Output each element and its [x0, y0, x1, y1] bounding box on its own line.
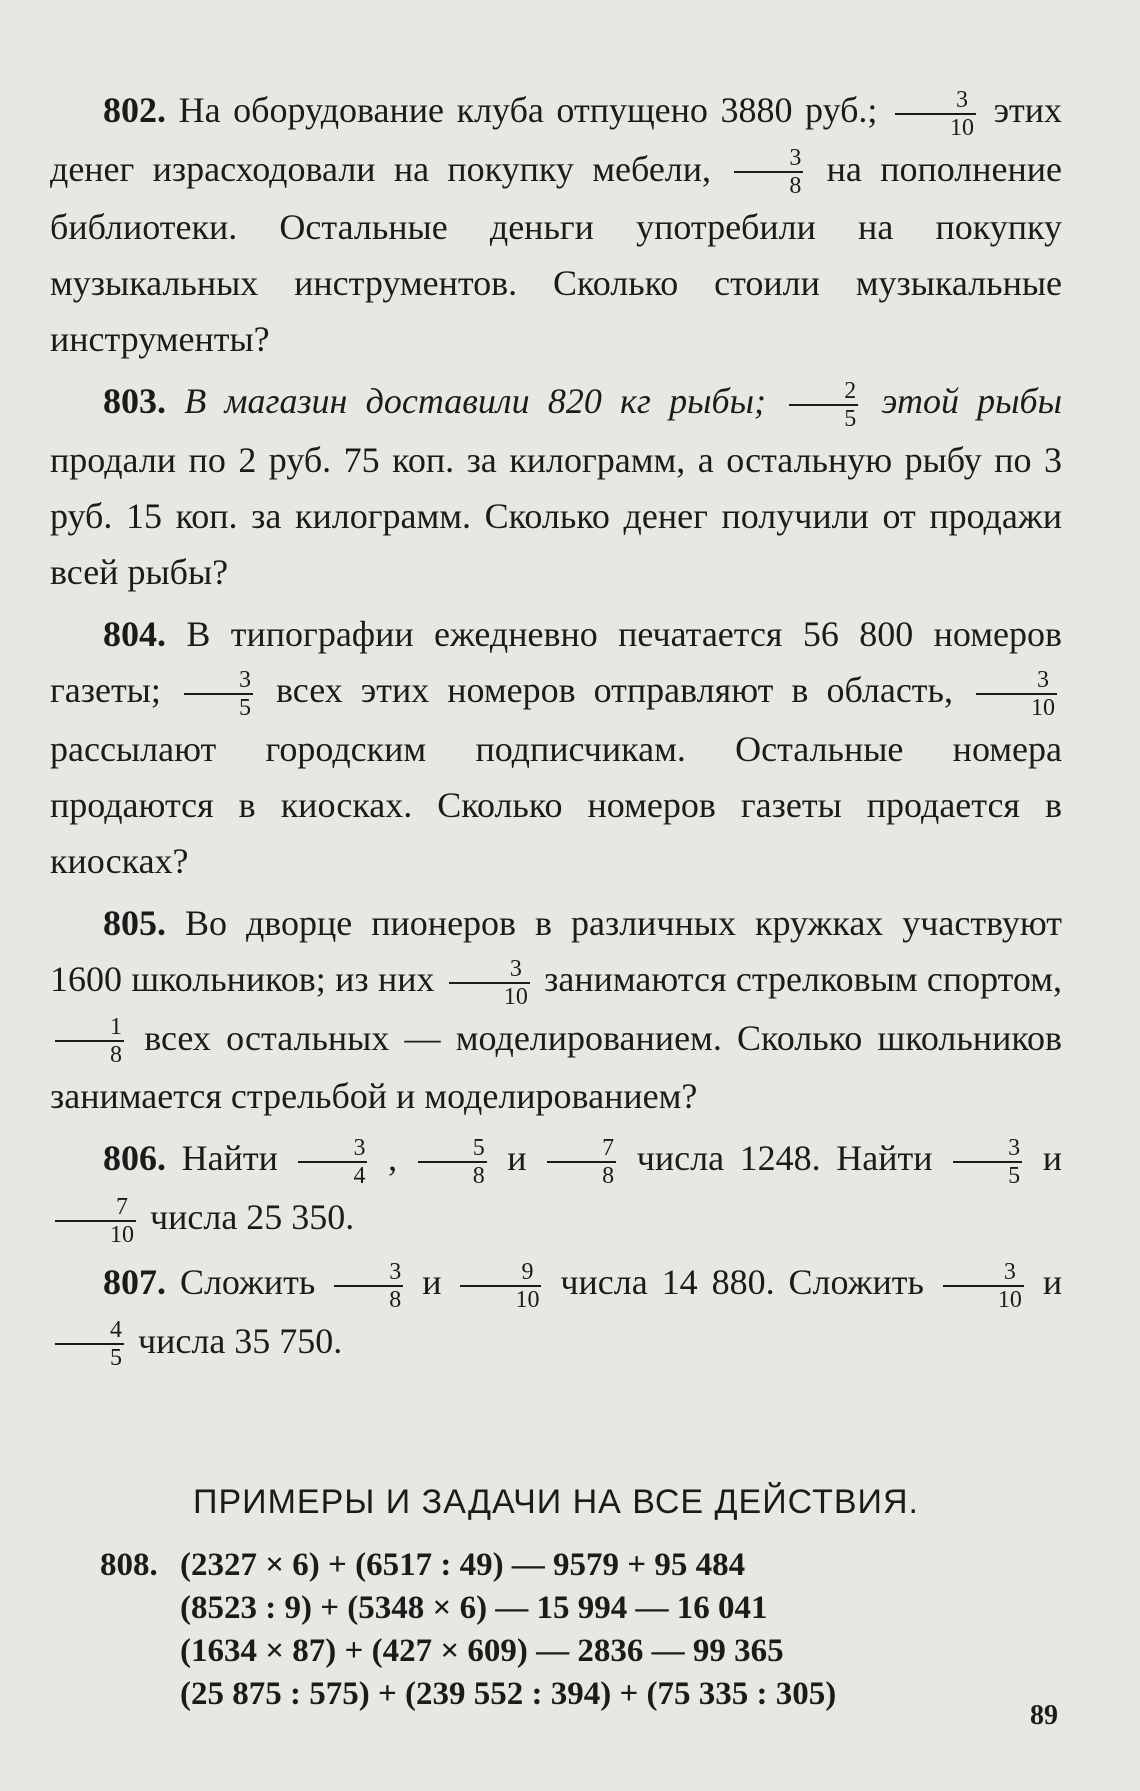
fraction-denominator: 8: [389, 1286, 402, 1313]
fraction-denominator: 8: [472, 1163, 485, 1190]
fraction-numerator: 7: [116, 1193, 128, 1220]
example-lines: [180, 1544, 836, 1716]
problem-number: 806.: [103, 1138, 166, 1179]
fraction: [334, 1259, 403, 1313]
fraction-numerator: 3: [1037, 666, 1050, 693]
fraction-denominator: 8: [110, 1042, 122, 1069]
text-segment: рассылают городским подписчикам. Остальные номера продаются в киосках. Сколько номеров газеты продается в киосках?: [50, 728, 1062, 881]
text-segment: этих денег израсходовали на покупку мебели,: [50, 90, 1063, 189]
problem-number: 802.: [103, 90, 166, 130]
fraction-denominator: 10: [1031, 694, 1056, 721]
problem-text: [50, 373, 1062, 600]
text-segment: этой рыбы: [881, 381, 1063, 422]
fraction: [55, 1317, 124, 1371]
problem-806: [50, 1130, 1062, 1247]
example-line: (25 875 : 575) + (239 552 : 394) + (75 335 : 305): [180, 1676, 837, 1713]
text-segment: и: [1042, 1138, 1063, 1179]
fraction-denominator: 8: [602, 1163, 615, 1190]
text-segment: В магазин доставили 820 кг рыбы;: [184, 381, 767, 422]
fraction: [184, 667, 253, 721]
fraction-numerator: 3: [238, 666, 251, 693]
fraction-numerator: 3: [353, 1135, 366, 1162]
fraction-denominator: 10: [503, 983, 528, 1010]
problem-text: [50, 1130, 1062, 1247]
fraction-denominator: 5: [1008, 1163, 1021, 1190]
text-segment: числа 25 350.: [150, 1197, 355, 1238]
text-segment: и: [1042, 1261, 1063, 1302]
problem-number: 807.: [103, 1261, 166, 1302]
text-segment: Найти: [181, 1138, 278, 1179]
example-line: (8523 : 9) + (5348 × 6) — 15 994 — 16 041: [180, 1590, 768, 1627]
text-segment: числа 35 750.: [138, 1320, 343, 1361]
fraction-numerator: 3: [1003, 1258, 1016, 1285]
problem-text: [50, 1254, 1062, 1371]
fraction: [953, 1135, 1022, 1189]
text-segment: всех этих номеров отправляют в область,: [276, 670, 953, 711]
text-segment: Во дворце пионеров в различных кружках участвуют 1600 школьников; из них: [50, 902, 1063, 999]
fraction: [460, 1259, 541, 1313]
fraction: [298, 1135, 367, 1189]
fraction-denominator: 4: [353, 1163, 366, 1190]
section-heading: ПРИМЕРЫ И ЗАДАЧИ НА ВСЕ ДЕЙСТВИЯ.: [193, 1483, 919, 1522]
problem-804: [50, 606, 1062, 889]
fraction-numerator: 7: [602, 1135, 615, 1162]
fraction-numerator: 3: [956, 86, 968, 113]
fraction-numerator: 9: [521, 1258, 534, 1285]
problem-803: [50, 373, 1062, 600]
fraction: [943, 1259, 1024, 1313]
fraction: [547, 1135, 616, 1189]
fraction-denominator: 10: [950, 114, 974, 141]
fraction-denominator: 5: [238, 694, 251, 721]
text-segment: на пополнение библиотеки. Остальные деньги употребили на покупку музыкальных инструментов. Сколько стоили музыкальные инструменты?: [50, 148, 1062, 360]
fraction-denominator: 10: [110, 1221, 134, 1248]
examples-block: [50, 1544, 1062, 1716]
text-segment: числа 14 880. Сложить: [560, 1261, 924, 1302]
fraction-numerator: 1: [110, 1014, 122, 1041]
example-line: (2327 × 6) + (6517 : 49) — 9579 + 95 484: [180, 1547, 746, 1584]
fraction-denominator: 5: [844, 406, 857, 433]
fraction: [418, 1135, 487, 1189]
fraction: [976, 667, 1057, 721]
text-segment: В типографии ежедневно печатается 56 800 номеров газеты;: [50, 614, 1062, 711]
fraction-numerator: 3: [509, 955, 522, 982]
problem-807: [50, 1254, 1062, 1371]
fraction: [895, 87, 976, 141]
page-number: 89: [1030, 1700, 1058, 1731]
fraction-denominator: 10: [997, 1286, 1022, 1313]
fraction-numerator: 5: [472, 1135, 485, 1162]
fraction-numerator: 3: [389, 1258, 402, 1285]
text-segment: числа 1248. Найти: [636, 1138, 933, 1179]
fraction: [55, 1194, 136, 1248]
fraction-numerator: 3: [1008, 1135, 1021, 1162]
fraction: [734, 145, 803, 199]
fraction: [55, 1014, 124, 1068]
fraction-numerator: 4: [110, 1317, 122, 1344]
fraction-denominator: 8: [789, 173, 802, 200]
fraction-denominator: 5: [110, 1345, 122, 1372]
text-segment: ,: [388, 1138, 398, 1179]
text-segment: и: [422, 1261, 442, 1302]
text-segment: Сложить: [179, 1261, 316, 1302]
fraction: [789, 378, 858, 432]
problem-text: [50, 606, 1062, 889]
text-segment: продали по 2 руб. 75 коп. за килограмм, а остальную рыбу по 3 руб. 15 коп. за килограмм. Сколько денег получили от продажи всей рыбы?: [50, 440, 1062, 593]
problem-text: [50, 82, 1062, 367]
fraction-denominator: 10: [515, 1286, 540, 1313]
text-segment: занимаются стрелковым спортом,: [544, 958, 1063, 999]
example-number: 808.: [100, 1547, 158, 1584]
fraction-numerator: 2: [844, 378, 857, 405]
problem-text: [50, 895, 1062, 1124]
problem-number: 803.: [103, 381, 166, 422]
problem-number: 805.: [103, 902, 166, 943]
text-segment: На оборудование клуба отпущено 3880 руб.;: [178, 90, 878, 130]
text-segment: всех остальных — моделированием. Сколько школьников занимается стрельбой и моделированием?: [50, 1017, 1062, 1117]
text-segment: и: [507, 1138, 527, 1179]
problem-805: [50, 895, 1062, 1124]
problem-802: [50, 82, 1062, 367]
fraction: [449, 956, 530, 1010]
problem-list: [50, 82, 1062, 1371]
problem-number: 804.: [103, 614, 166, 655]
example-line: (1634 × 87) + (427 × 609) — 2836 — 99 365: [180, 1633, 784, 1670]
fraction-numerator: 3: [789, 145, 802, 172]
